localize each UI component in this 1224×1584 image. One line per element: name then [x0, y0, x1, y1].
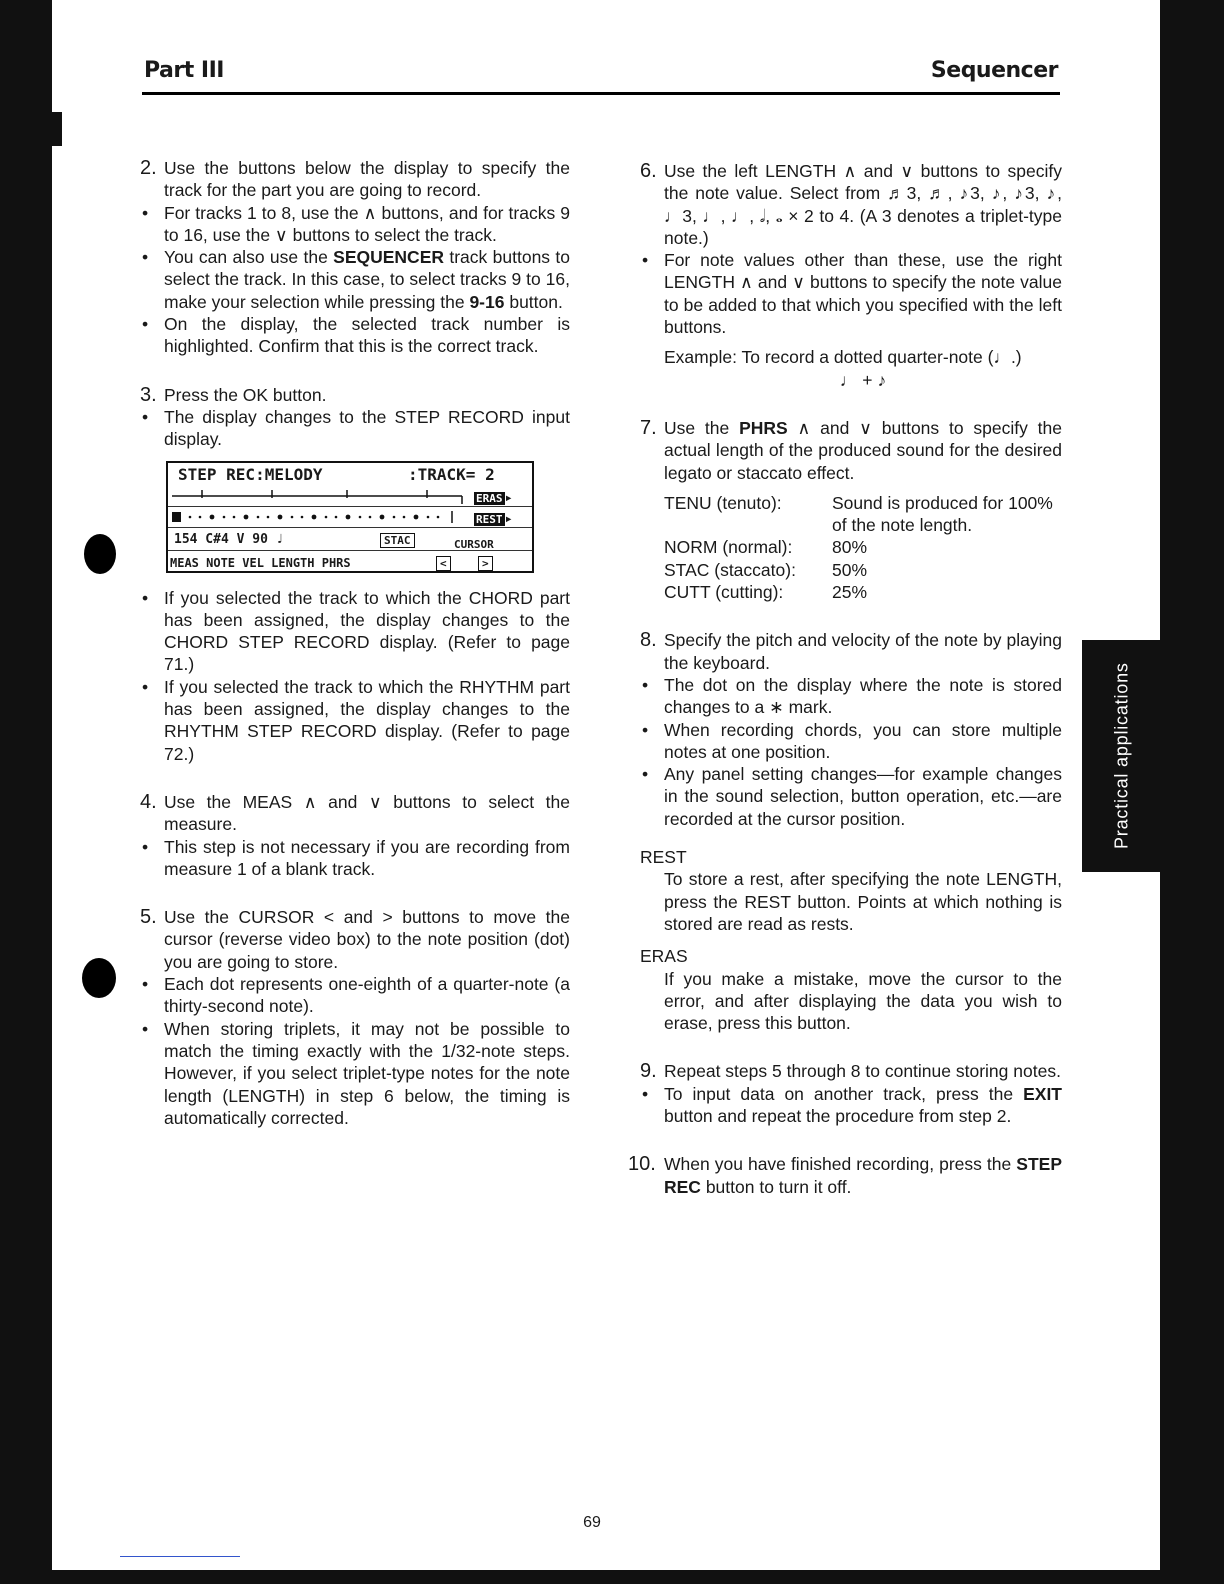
step-text: ∧ and ∨ buttons to specify the actual length of the produced sound for the desired legato or staccato effect. [664, 417, 1062, 483]
phrs-value: 50% [832, 559, 868, 580]
step-text: Press the OK button. [164, 384, 327, 405]
step-number: 10. [628, 1153, 656, 1176]
punch-hole-top [84, 534, 116, 574]
bullet: • For note values other than these, use the right LENGTH ∧ and ∨ buttons to specify the note value to be added to that which you specified with the left buttons. [640, 249, 1062, 338]
bullet: • For tracks 1 to 8, use the ∧ buttons, and for tracks 9 to 16, use the ∨ buttons to select the track. [140, 202, 570, 247]
cursor-left-softkey: < [436, 552, 451, 571]
phrs-key: STAC (staccato): [664, 559, 796, 580]
header-part: Part III [144, 58, 224, 83]
eras-description: If you make a mistake, move the cursor to the error, and after displaying the data you wish to erase, press this button. [664, 968, 1062, 1034]
lcd-phrs-value: STAC [380, 529, 415, 551]
bullet: • If you selected the track to which the CHORD part has been assigned, the display changes to the CHORD STEP RECORD display. (Refer to page 71.) [140, 587, 570, 676]
lcd-beat-row [168, 486, 532, 507]
bullet: • The dot on the display where the note is stored changes to a ∗ mark. [640, 674, 1062, 719]
step-number: 5. [140, 906, 157, 929]
step-text: Use the [664, 417, 740, 438]
step-text: Use the CURSOR < and > buttons to move the cursor (reverse video box) to the note position (dot) you are going to store. [164, 907, 570, 972]
bullet-text: To input data on another track, press the [664, 1083, 1024, 1104]
phrs-key: NORM (normal): [664, 537, 793, 558]
step-number: 4. [140, 790, 157, 813]
scan-edge-notch [52, 112, 62, 146]
phrs-value: 80% [832, 537, 868, 558]
header-rule [142, 92, 1060, 95]
step-3 [140, 384, 570, 406]
step-text: Repeat steps 5 through 8 to continue storing notes. [664, 1061, 1061, 1082]
scan-edge-bottom [0, 1570, 1224, 1584]
bullet: • Any panel setting changes—for example changes in the sound selection, button operation, etc.—are recorded at the cursor position. [640, 763, 1062, 830]
exit-keyword: EXIT [1023, 1083, 1062, 1104]
step-text: Use the MEAS ∧ and ∨ buttons to select the measure. [164, 791, 570, 835]
step-6 [640, 160, 1062, 249]
lcd-dot-row [168, 507, 532, 528]
step-text: When you have finished recording, press the [664, 1154, 1017, 1175]
left-column [140, 157, 570, 1129]
table-row [664, 492, 1062, 537]
lcd-labels-row [168, 551, 532, 571]
rest-heading: REST [640, 847, 687, 868]
table-row [664, 536, 1062, 558]
step-2 [140, 157, 570, 202]
step-7 [640, 417, 1062, 484]
bullet [140, 246, 570, 313]
lcd-title-row [168, 463, 532, 486]
step-9 [640, 1060, 1062, 1082]
bullet: • On the display, the selected track number is highlighted. Confirm that this is the correct track. [140, 313, 570, 358]
phrs-keyword: PHRS [739, 417, 788, 438]
bullet: • When storing triplets, it may not be possible to match the timing exactly with the 1/32-note steps. However, if you select triplet-type notes for the note length (LENGTH) in step 6 below, the timing is automatically corrected. [140, 1018, 570, 1129]
phrs-key: CUTT (cutting): [664, 582, 784, 603]
step-number: 9. [640, 1060, 657, 1083]
bullet-text: You can also use the [164, 247, 334, 268]
example: Example: To record a dotted quarter-note (♩.) [664, 347, 1022, 368]
scan-edge-left [0, 0, 52, 1584]
bullet: • If you selected the track to which the RHYTHM part has been assigned, the display changes to the RHYTHM STEP RECORD display. (Refer to page 72.) [140, 676, 570, 765]
lcd-title: STEP REC:MELODY [178, 464, 323, 484]
step-text: Use the left LENGTH ∧ and ∨ buttons to specify the note value. Select from ♬3, ♬, ♪3, ♪, ♪3, ♪, ♩3, ♩, ♩, 𝅗𝅥, 𝅝 × 2 to 4. (A 3 denotes a triplet-type note.) [664, 161, 1062, 248]
step-4 [140, 791, 570, 836]
phrs-key: TENU (tenuto): [664, 492, 782, 513]
step-5 [140, 906, 570, 973]
section-tab-label: Practical applications [1111, 662, 1132, 850]
example-formula: ♩ + ♪ [839, 369, 887, 390]
lcd-track: :TRACK= 2 [408, 464, 495, 484]
page-number: 69 [583, 1514, 601, 1531]
bullet-text: button. [504, 291, 563, 312]
punch-hole-bottom [82, 958, 116, 998]
cursor-right-softkey: > [478, 552, 493, 571]
phrs-value: 25% [832, 582, 868, 603]
step-number: 8. [640, 629, 657, 652]
lcd-values: 154 C#4 V 90 ♩ [174, 531, 284, 547]
step-8 [640, 629, 1062, 674]
bullet: • This step is not necessary if you are recording from measure 1 of a blank track. [140, 836, 570, 881]
step-text: Use the buttons below the display to specify the track for the part you are going to record. [164, 158, 570, 201]
rest-description: To store a rest, after specifying the note LENGTH, press the REST button. Points at which nothing is stored are read as rests. [664, 869, 1062, 934]
bullet-text: track buttons to select the track. In this case, to select tracks 9 to 16, make your selection while pressing the [164, 247, 570, 312]
table-row [664, 559, 1062, 581]
eras-heading: ERAS [640, 946, 688, 967]
step-text: Specify the pitch and velocity of the note by playing the keyboard. [664, 630, 1062, 673]
step-text: button to turn it off. [700, 1176, 852, 1197]
lcd-cursor-label: CURSOR [454, 537, 494, 551]
lcd-beat-ruler [172, 486, 472, 506]
rest-softkey: REST ▸ [476, 510, 513, 527]
step-rec-keyword: STEP REC [664, 1154, 1062, 1197]
bullet: • When recording chords, you can store multiple notes at one position. [640, 719, 1062, 764]
bullet [640, 1083, 1062, 1128]
eras-softkey: ERAS ▸ [476, 489, 513, 506]
scan-artifact-line [120, 1556, 240, 1557]
scan-edge-right [1160, 0, 1224, 1584]
phrs-value: Sound is produced for 100% of the note length. [832, 492, 1053, 536]
step-number: 6. [640, 160, 657, 182]
phrs-table [664, 492, 1062, 603]
bullet: • The display changes to the STEP RECORD input display. [140, 406, 570, 451]
bullet: • Each dot represents one-eighth of a quarter-note (a thirty-second note). [140, 973, 570, 1018]
step-number: 2. [140, 157, 157, 179]
lcd-values-row [168, 528, 532, 551]
right-column [628, 160, 1062, 1198]
lcd-labels: MEAS NOTE VEL LENGTH PHRS [170, 555, 351, 570]
button-keyword: 9-16 [469, 291, 505, 312]
bullet-text: button and repeat the procedure from step 2. [664, 1105, 1012, 1126]
header-section: Sequencer [930, 58, 1058, 83]
step-number: 7. [640, 416, 657, 439]
table-row [664, 581, 1062, 603]
sequencer-keyword: SEQUENCER [333, 247, 445, 268]
step-10 [628, 1153, 1062, 1198]
lcd-display [166, 461, 534, 573]
step-number: 3. [140, 383, 157, 406]
lcd-dot-grid [172, 507, 472, 527]
